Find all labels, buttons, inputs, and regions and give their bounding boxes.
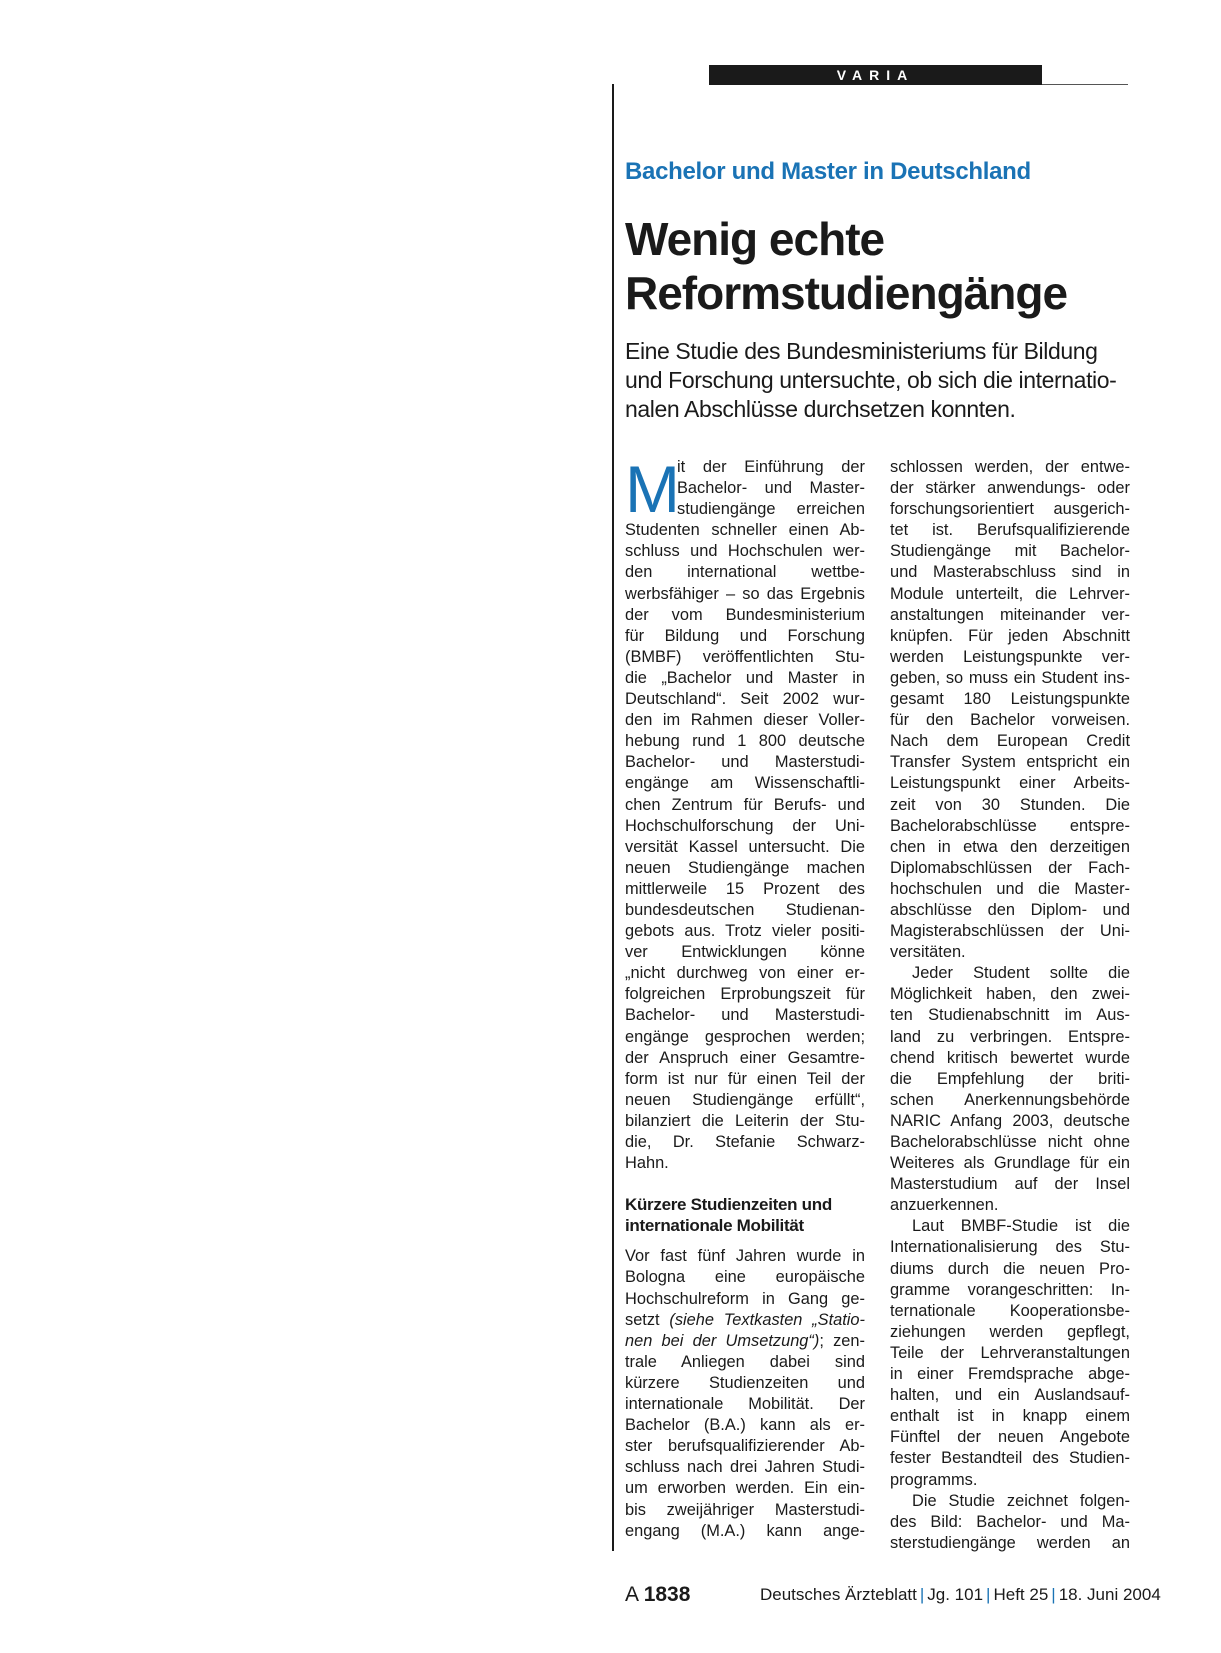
text-line: Bachelorabschlüsse nicht ohne (890, 1133, 1130, 1151)
text-line: die „Bachelor und Master in (625, 668, 865, 687)
text-line: der stärker anwendungs- oder (890, 479, 1130, 498)
article-headline (625, 212, 1125, 320)
column-rule (612, 84, 614, 1551)
text-line: Bachelor- und Master- (677, 479, 865, 498)
text-line: Bachelor- und Masterstudi- (625, 1006, 865, 1025)
text-line: internationale Mobilität. Der (625, 1395, 865, 1414)
text-fragment: ; zen- (819, 1331, 865, 1350)
article-kicker: Bachelor und Master in Deutschland (625, 158, 1031, 185)
text-line (625, 1310, 865, 1331)
text-line: sterstudiengänge werden an (890, 1533, 1130, 1552)
text-line: studiengänge erreichen (677, 500, 865, 519)
text-line: forschungsorientiert ausgerich- (890, 500, 1130, 519)
text-line: Diplomabschlüssen der Fach- (890, 858, 1130, 877)
text-line: NARIC Anfang 2003, deutsche (890, 1111, 1130, 1130)
text-line: der Anspruch einer Gesamtre- (625, 1048, 865, 1067)
text-fragment: setzt (625, 1310, 670, 1329)
text-line: (BMBF) veröffentlichten Stu- (625, 647, 865, 666)
paragraph-space (625, 1174, 865, 1184)
text-line: ten Studienabschnitt im Aus- (890, 1006, 1130, 1025)
text-line: bis zweijähriger Masterstudi- (625, 1500, 865, 1519)
text-line: engänge am Wissenschaftli- (625, 774, 865, 793)
journal-volume: Jg. 101 (927, 1585, 984, 1604)
lead-line: Eine Studie des Bundesministeriums für Bildung (625, 338, 1098, 364)
text-line: hochschulen und die Master- (890, 879, 1130, 898)
text-line: versität Kassel untersucht. Die (625, 837, 865, 856)
article-lead (625, 337, 1130, 424)
text-line: chen Zentrum für Berufs- und (625, 795, 865, 814)
text-line: Masterstudium auf der Insel (890, 1175, 1130, 1194)
text-line: Bologna eine europäische (625, 1268, 865, 1287)
journal-issue: Heft 25 (993, 1585, 1049, 1604)
text-line: Leistungspunkt einer Arbeits- (890, 774, 1130, 793)
italic-reference: nen bei der Umsetzung“) (625, 1331, 820, 1350)
top-rule (1042, 84, 1128, 85)
page-number-value: 1838 (643, 1583, 691, 1606)
text-line: „nicht durchweg von einer er- (625, 964, 865, 983)
text-line: diums durch die neuen Pro- (890, 1259, 1130, 1278)
text-line: Hahn. (625, 1154, 669, 1173)
text-column-1 (625, 452, 866, 1542)
text-line: Bachelorabschlüsse entspre- (890, 816, 1130, 835)
text-line: Studiengänge mit Bachelor- (890, 542, 1130, 561)
paragraph-space (625, 1184, 865, 1194)
text-line: Deutschland“. Seit 2002 wur- (625, 690, 865, 709)
text-column-2 (890, 457, 1130, 1554)
text-line: mittlerweile 15 Prozent des (625, 879, 865, 898)
text-line: schlossen werden, der entwe- (890, 458, 1130, 476)
subhead-line: Kürzere Studienzeiten und (625, 1195, 832, 1215)
text-line: bundesdeutschen Studienan- (625, 900, 865, 919)
text-line (625, 1331, 865, 1352)
page-prefix: A (625, 1583, 638, 1606)
text-line: Teile der Lehrveranstaltungen (890, 1343, 1130, 1362)
text-line: versitäten. (890, 943, 966, 962)
text-line: Transfer System entspricht ein (890, 753, 1130, 772)
text-line: die Empfehlung der briti- (890, 1069, 1130, 1088)
drop-cap: M (625, 452, 680, 526)
text-line: für Bildung und Forschung (625, 626, 865, 645)
text-line: des Bild: Bachelor- und Ma- (890, 1512, 1130, 1531)
text-line: Hochschulforschung der Uni- (625, 816, 865, 835)
text-line: folgreichen Erprobungszeit für (625, 985, 865, 1004)
text-line: anzuerkennen. (890, 1196, 999, 1215)
text-line: Fünftel der neuen Angebote (890, 1428, 1130, 1447)
section-label: VARIA (709, 65, 1042, 85)
text-line: chend kritisch bewertet wurde (890, 1048, 1130, 1067)
lead-line: und Forschung untersuchte, ob sich die internatio- (625, 367, 1117, 393)
text-line: tet ist. Berufsqualifizierende (890, 521, 1130, 540)
text-line: schluss und Hochschulen wer- (625, 542, 865, 561)
text-line: gramme vorangeschritten: In- (890, 1280, 1130, 1299)
text-line: hebung rund 1 800 deutsche (625, 732, 865, 751)
text-line: form ist nur für einen Teil der (625, 1069, 865, 1088)
text-line: ternationale Kooperationsbe- (890, 1301, 1130, 1320)
text-line: knüpfen. Für jeden Abschnitt (890, 626, 1130, 645)
text-line: gesamt 180 Leistungspunkte (890, 690, 1130, 709)
text-line: Module unterteilt, die Lehrver- (890, 584, 1130, 603)
text-line: ver Entwicklungen könne (625, 943, 865, 962)
text-line: in einer Fremdsprache abge- (890, 1365, 1130, 1384)
text-line: neuen Studiengänge erfüllt“, (625, 1090, 865, 1109)
paragraph-space (625, 1236, 865, 1246)
text-line: um erworben werden. Ein ein- (625, 1479, 865, 1498)
text-line: ziehungen werden gepflegt, (890, 1322, 1130, 1341)
text-line: neuen Studiengänge machen (625, 858, 865, 877)
text-line: Möglichkeit haben, den zwei- (890, 985, 1130, 1004)
text-line: schen Anerkennungsbehörde (890, 1090, 1130, 1109)
text-line: Weiteres als Grundlage für ein (890, 1154, 1130, 1173)
text-line: anstaltungen miteinander ver- (890, 605, 1130, 624)
text-line: bilanziert die Leiterin der Stu- (625, 1111, 865, 1130)
text-line: halten, und ein Auslandsauf- (890, 1386, 1130, 1405)
text-line: Jeder Student sollte die (912, 964, 1130, 983)
page-number (625, 1582, 690, 1608)
text-line: it der Einführung der (677, 458, 865, 476)
text-line: programms. (890, 1470, 978, 1489)
text-line: Laut BMBF-Studie ist die (912, 1217, 1130, 1236)
text-line: abschlüsse den Diplom- und (890, 900, 1130, 919)
text-line: geben, so muss ein Student ins- (890, 668, 1130, 687)
text-line: der vom Bundesministerium (625, 605, 865, 624)
text-line: Internationalisierung des Stu- (890, 1238, 1130, 1257)
text-line: Nach dem European Credit (890, 732, 1130, 751)
text-line: engang (M.A.) kann ange- (625, 1521, 865, 1540)
headline-line: Reformstudiengänge (625, 267, 1068, 319)
text-line: trale Anliegen dabei sind (625, 1352, 865, 1371)
text-line: die, Dr. Stefanie Schwarz- (625, 1133, 865, 1151)
text-line: engänge gesprochen werden; (625, 1027, 865, 1046)
text-line: werbsfähiger – so das Ergebnis (625, 584, 865, 603)
text-line: Hochschulreform in Gang ge- (625, 1289, 865, 1308)
subhead-line: internationale Mobilität (625, 1216, 804, 1236)
text-line: für den Bachelor vorweisen. (890, 711, 1130, 730)
lead-line: nalen Abschlüsse durchsetzen konnten. (625, 396, 1016, 422)
text-line: Die Studie zeichnet folgen- (912, 1491, 1130, 1510)
headline-line: Wenig echte (625, 213, 885, 265)
text-line: land zu verbringen. Entspre- (890, 1027, 1130, 1046)
text-line: Vor fast fünf Jahren wurde in (625, 1247, 865, 1266)
italic-reference: (siehe Textkasten „Statio- (669, 1310, 866, 1329)
footer-citation: Deutsches Ärzteblatt | Jg. 101 | Heft 25 | 18. Juni 2004 (760, 1585, 1161, 1604)
text-line: chen in etwa den derzeitigen (890, 837, 1130, 856)
text-line: schluss nach drei Jahren Studi- (625, 1458, 865, 1477)
journal-date: 18. Juni 2004 (1058, 1585, 1161, 1604)
text-line: Bachelor- und Masterstudi- (625, 753, 865, 772)
journal-name: Deutsches Ärzteblatt (760, 1585, 917, 1604)
text-line: Studenten schneller einen Ab- (625, 521, 865, 540)
text-line: werden Leistungspunkte ver- (890, 647, 1130, 666)
text-line: Magisterabschlüssen der Uni- (890, 922, 1130, 941)
text-line: gebots aus. Trotz vieler positi- (625, 922, 865, 941)
text-line: enthalt ist in knapp einem (890, 1407, 1130, 1426)
text-line: fester Bestandteil des Studien- (890, 1449, 1130, 1468)
text-line: zeit von 30 Stunden. Die (890, 795, 1130, 814)
text-line: kürzere Studienzeiten und (625, 1373, 865, 1392)
text-line: Bachelor (B.A.) kann als er- (625, 1416, 865, 1435)
text-line: den im Rahmen dieser Voller- (625, 711, 865, 730)
text-line: und Masterabschluss sind in (890, 563, 1130, 582)
text-line: ster berufsqualifizierender Ab- (625, 1437, 865, 1456)
text-line: den international wettbe- (625, 563, 865, 582)
